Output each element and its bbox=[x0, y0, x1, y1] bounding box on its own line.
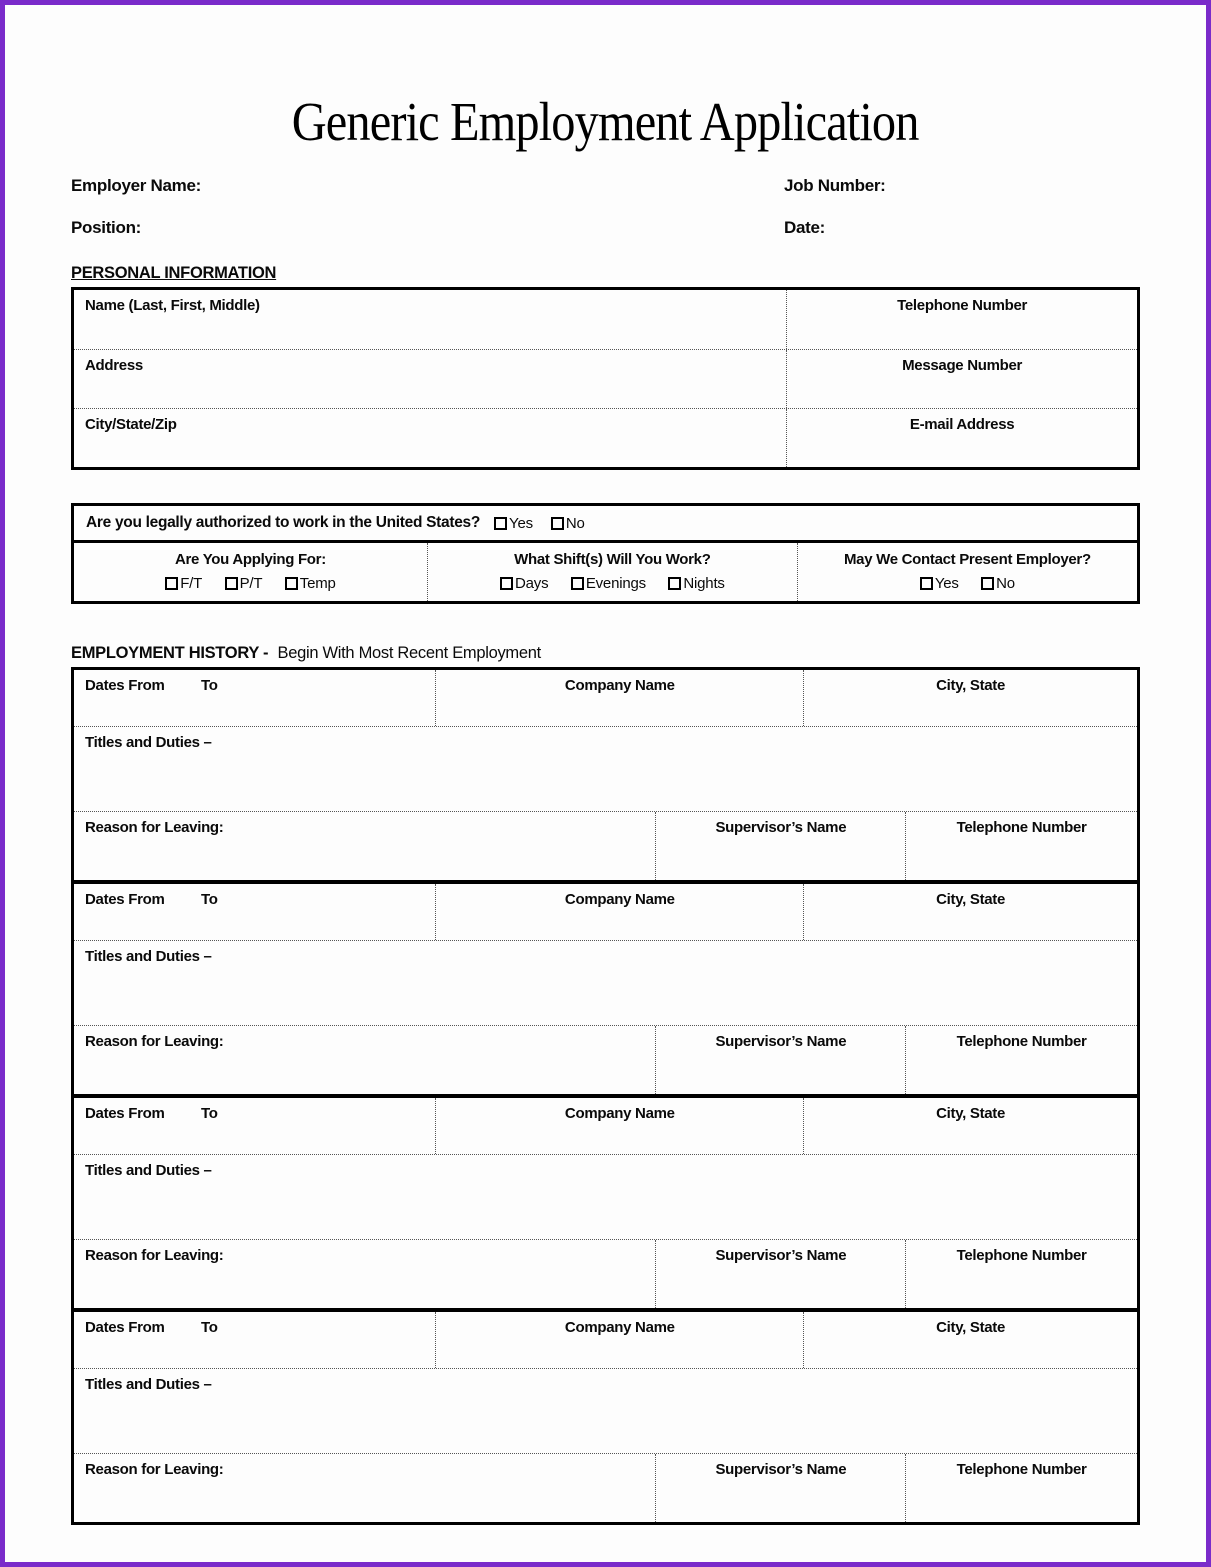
checkbox-contact-no[interactable] bbox=[981, 577, 994, 590]
company-name-field-cell[interactable] bbox=[435, 1312, 803, 1368]
city-state-zip-field-cell[interactable] bbox=[74, 409, 786, 467]
applying-for-column bbox=[74, 543, 427, 601]
telephone-label: Telephone Number bbox=[956, 1247, 1087, 1264]
personal-info-row-address bbox=[74, 349, 1137, 408]
name-label: Name (Last, First, Middle) bbox=[85, 297, 260, 314]
employment-block-3 bbox=[74, 1094, 1137, 1308]
contact-yes-option bbox=[920, 575, 959, 592]
employment-block-4-dates-row bbox=[74, 1312, 1137, 1368]
personal-info-row-city bbox=[74, 408, 1137, 467]
supervisor-label: Supervisor’s Name bbox=[715, 1461, 847, 1478]
page-title: Generic Employment Application bbox=[292, 91, 919, 152]
dates-field-cell[interactable] bbox=[74, 884, 435, 940]
company-name-label: Company Name bbox=[564, 677, 675, 694]
telephone-field-cell[interactable] bbox=[905, 812, 1137, 880]
contact-employer-heading: May We Contact Present Employer? bbox=[843, 551, 1091, 568]
supervisor-label: Supervisor’s Name bbox=[715, 1247, 847, 1264]
city-state-field-cell[interactable] bbox=[803, 884, 1137, 940]
dates-from-label: Dates From bbox=[85, 677, 165, 694]
titles-duties-field-cell[interactable] bbox=[74, 1154, 1137, 1240]
city-state-label: City, State bbox=[936, 677, 1006, 694]
reason-label: Reason for Leaving: bbox=[85, 819, 224, 836]
city-state-label: City, State bbox=[936, 1105, 1006, 1122]
employment-history-heading-rest: Begin With Most Recent Employment bbox=[277, 644, 541, 662]
applying-for-heading: Are You Applying For: bbox=[174, 551, 326, 568]
authorized-no-label: No bbox=[565, 514, 585, 532]
telephone-field-cell[interactable] bbox=[905, 1240, 1137, 1308]
telephone-label: Telephone Number bbox=[956, 1461, 1087, 1478]
address-label: Address bbox=[85, 357, 143, 374]
checkbox-contact-yes[interactable] bbox=[920, 577, 933, 590]
header-row-2 bbox=[71, 218, 1140, 238]
telephone-label: Telephone Number bbox=[956, 1033, 1087, 1050]
reason-field-cell[interactable] bbox=[74, 1454, 655, 1522]
to-label: To bbox=[200, 1105, 218, 1122]
checkbox-authorized-yes[interactable] bbox=[494, 517, 507, 530]
employment-block-3-reason-row bbox=[74, 1240, 1137, 1308]
name-field-cell[interactable] bbox=[74, 290, 786, 349]
reason-label: Reason for Leaving: bbox=[85, 1033, 224, 1050]
shift-options bbox=[428, 575, 797, 595]
employment-block-3-dates-row bbox=[74, 1098, 1137, 1154]
personal-info-row-name bbox=[74, 290, 1137, 349]
nights-label: Nights bbox=[683, 575, 725, 592]
reason-field-cell[interactable] bbox=[74, 812, 655, 880]
reason-field-cell[interactable] bbox=[74, 1026, 655, 1094]
company-name-label: Company Name bbox=[564, 891, 675, 908]
employment-history-heading-bold: EMPLOYMENT HISTORY - bbox=[71, 644, 269, 662]
pt-option bbox=[225, 575, 263, 592]
temp-option bbox=[285, 575, 336, 592]
dates-field-cell[interactable] bbox=[74, 1312, 435, 1368]
authorization-question-label: Are you legally authorized to work in the United States? bbox=[86, 514, 481, 531]
checkbox-nights[interactable] bbox=[668, 577, 681, 590]
work-authorization-table bbox=[71, 503, 1140, 604]
to-label: To bbox=[200, 677, 218, 694]
checkbox-ft[interactable] bbox=[165, 577, 178, 590]
shift-column bbox=[427, 543, 797, 601]
date-label: Date: bbox=[784, 218, 826, 237]
dates-field-cell[interactable] bbox=[74, 670, 435, 726]
authorized-yes-label: Yes bbox=[509, 514, 533, 532]
position-label: Position: bbox=[71, 218, 142, 237]
company-name-field-cell[interactable] bbox=[435, 1098, 803, 1154]
authorization-question-row bbox=[74, 506, 1137, 543]
contact-no-label: No bbox=[996, 575, 1015, 592]
employment-block-2-reason-row bbox=[74, 1026, 1137, 1094]
dates-from-label: Dates From bbox=[85, 1105, 165, 1122]
temp-label: Temp bbox=[299, 575, 336, 592]
employment-block-2 bbox=[74, 880, 1137, 1094]
city-state-label: City, State bbox=[936, 891, 1006, 908]
contact-yes-label: Yes bbox=[934, 575, 959, 592]
message-number-field-cell[interactable] bbox=[786, 350, 1137, 408]
company-name-label: Company Name bbox=[564, 1319, 675, 1336]
telephone-field-cell[interactable] bbox=[786, 290, 1137, 349]
checkbox-days[interactable] bbox=[500, 577, 513, 590]
title-row bbox=[71, 93, 1140, 151]
company-name-field-cell[interactable] bbox=[435, 670, 803, 726]
applying-for-options bbox=[74, 575, 427, 595]
supervisor-field-cell[interactable] bbox=[655, 1240, 905, 1308]
days-option bbox=[500, 575, 548, 592]
message-number-label: Message Number bbox=[902, 357, 1023, 374]
shift-heading: What Shift(s) Will You Work? bbox=[514, 551, 711, 568]
to-label: To bbox=[200, 1319, 218, 1336]
checkbox-pt[interactable] bbox=[225, 577, 238, 590]
company-name-label: Company Name bbox=[564, 1105, 675, 1122]
city-state-field-cell[interactable] bbox=[803, 1098, 1137, 1154]
employment-history-heading bbox=[71, 644, 1140, 664]
employment-block-4 bbox=[74, 1308, 1137, 1522]
evenings-option bbox=[571, 575, 646, 592]
city-state-zip-label: City/State/Zip bbox=[85, 416, 177, 433]
job-number-label: Job Number: bbox=[784, 176, 886, 195]
reason-label: Reason for Leaving: bbox=[85, 1247, 224, 1264]
ft-option bbox=[165, 575, 202, 592]
city-state-field-cell[interactable] bbox=[803, 1312, 1137, 1368]
dates-from-label: Dates From bbox=[85, 1319, 165, 1336]
company-name-field-cell[interactable] bbox=[435, 884, 803, 940]
telephone-label: Telephone Number bbox=[956, 819, 1087, 836]
telephone-field-cell[interactable] bbox=[905, 1454, 1137, 1522]
employer-name-label: Employer Name: bbox=[71, 176, 201, 195]
nights-option bbox=[668, 575, 724, 592]
employment-block-1-reason-row bbox=[74, 812, 1137, 880]
reason-label: Reason for Leaving: bbox=[85, 1461, 224, 1478]
titles-duties-label: Titles and Duties – bbox=[85, 1162, 212, 1179]
titles-duties-field-cell[interactable] bbox=[74, 940, 1137, 1026]
titles-duties-label: Titles and Duties – bbox=[85, 734, 212, 751]
supervisor-field-cell[interactable] bbox=[655, 1454, 905, 1522]
contact-employer-options bbox=[798, 575, 1137, 595]
personal-info-table bbox=[71, 287, 1140, 470]
contact-no-option bbox=[981, 575, 1015, 592]
email-label: E-mail Address bbox=[909, 416, 1015, 433]
titles-duties-field-cell[interactable] bbox=[74, 726, 1137, 812]
address-field-cell[interactable] bbox=[74, 350, 786, 408]
ft-label: F/T bbox=[180, 575, 203, 592]
titles-duties-label: Titles and Duties – bbox=[85, 948, 212, 965]
titles-duties-label: Titles and Duties – bbox=[85, 1376, 212, 1393]
checkbox-authorized-no[interactable] bbox=[551, 517, 564, 530]
dates-field-cell[interactable] bbox=[74, 1098, 435, 1154]
supervisor-label: Supervisor’s Name bbox=[715, 1033, 847, 1050]
contact-employer-column bbox=[797, 543, 1137, 601]
pt-label: P/T bbox=[239, 575, 263, 592]
evenings-label: Evenings bbox=[585, 575, 646, 592]
personal-info-heading: PERSONAL INFORMATION bbox=[71, 264, 277, 282]
checkbox-evenings[interactable] bbox=[571, 577, 584, 590]
email-field-cell[interactable] bbox=[786, 409, 1137, 467]
supervisor-label: Supervisor’s Name bbox=[715, 819, 847, 836]
supervisor-field-cell[interactable] bbox=[655, 1026, 905, 1094]
telephone-label: Telephone Number bbox=[897, 297, 1028, 314]
employment-block-2-dates-row bbox=[74, 884, 1137, 940]
authorization-columns-row bbox=[74, 543, 1137, 601]
authorized-yes-option bbox=[494, 515, 533, 532]
employment-block-4-reason-row bbox=[74, 1454, 1137, 1522]
employment-block-1-dates-row bbox=[74, 670, 1137, 726]
dates-from-label: Dates From bbox=[85, 891, 165, 908]
checkbox-temp[interactable] bbox=[285, 577, 298, 590]
days-label: Days bbox=[515, 575, 549, 592]
authorized-no-option bbox=[551, 515, 585, 532]
city-state-field-cell[interactable] bbox=[803, 670, 1137, 726]
supervisor-field-cell[interactable] bbox=[655, 812, 905, 880]
employment-history-table bbox=[71, 667, 1140, 1525]
header-row-1 bbox=[71, 176, 1140, 196]
to-label: To bbox=[200, 891, 218, 908]
city-state-label: City, State bbox=[936, 1319, 1006, 1336]
telephone-field-cell[interactable] bbox=[905, 1026, 1137, 1094]
employment-block-1 bbox=[74, 670, 1137, 880]
titles-duties-field-cell[interactable] bbox=[74, 1368, 1137, 1454]
reason-field-cell[interactable] bbox=[74, 1240, 655, 1308]
